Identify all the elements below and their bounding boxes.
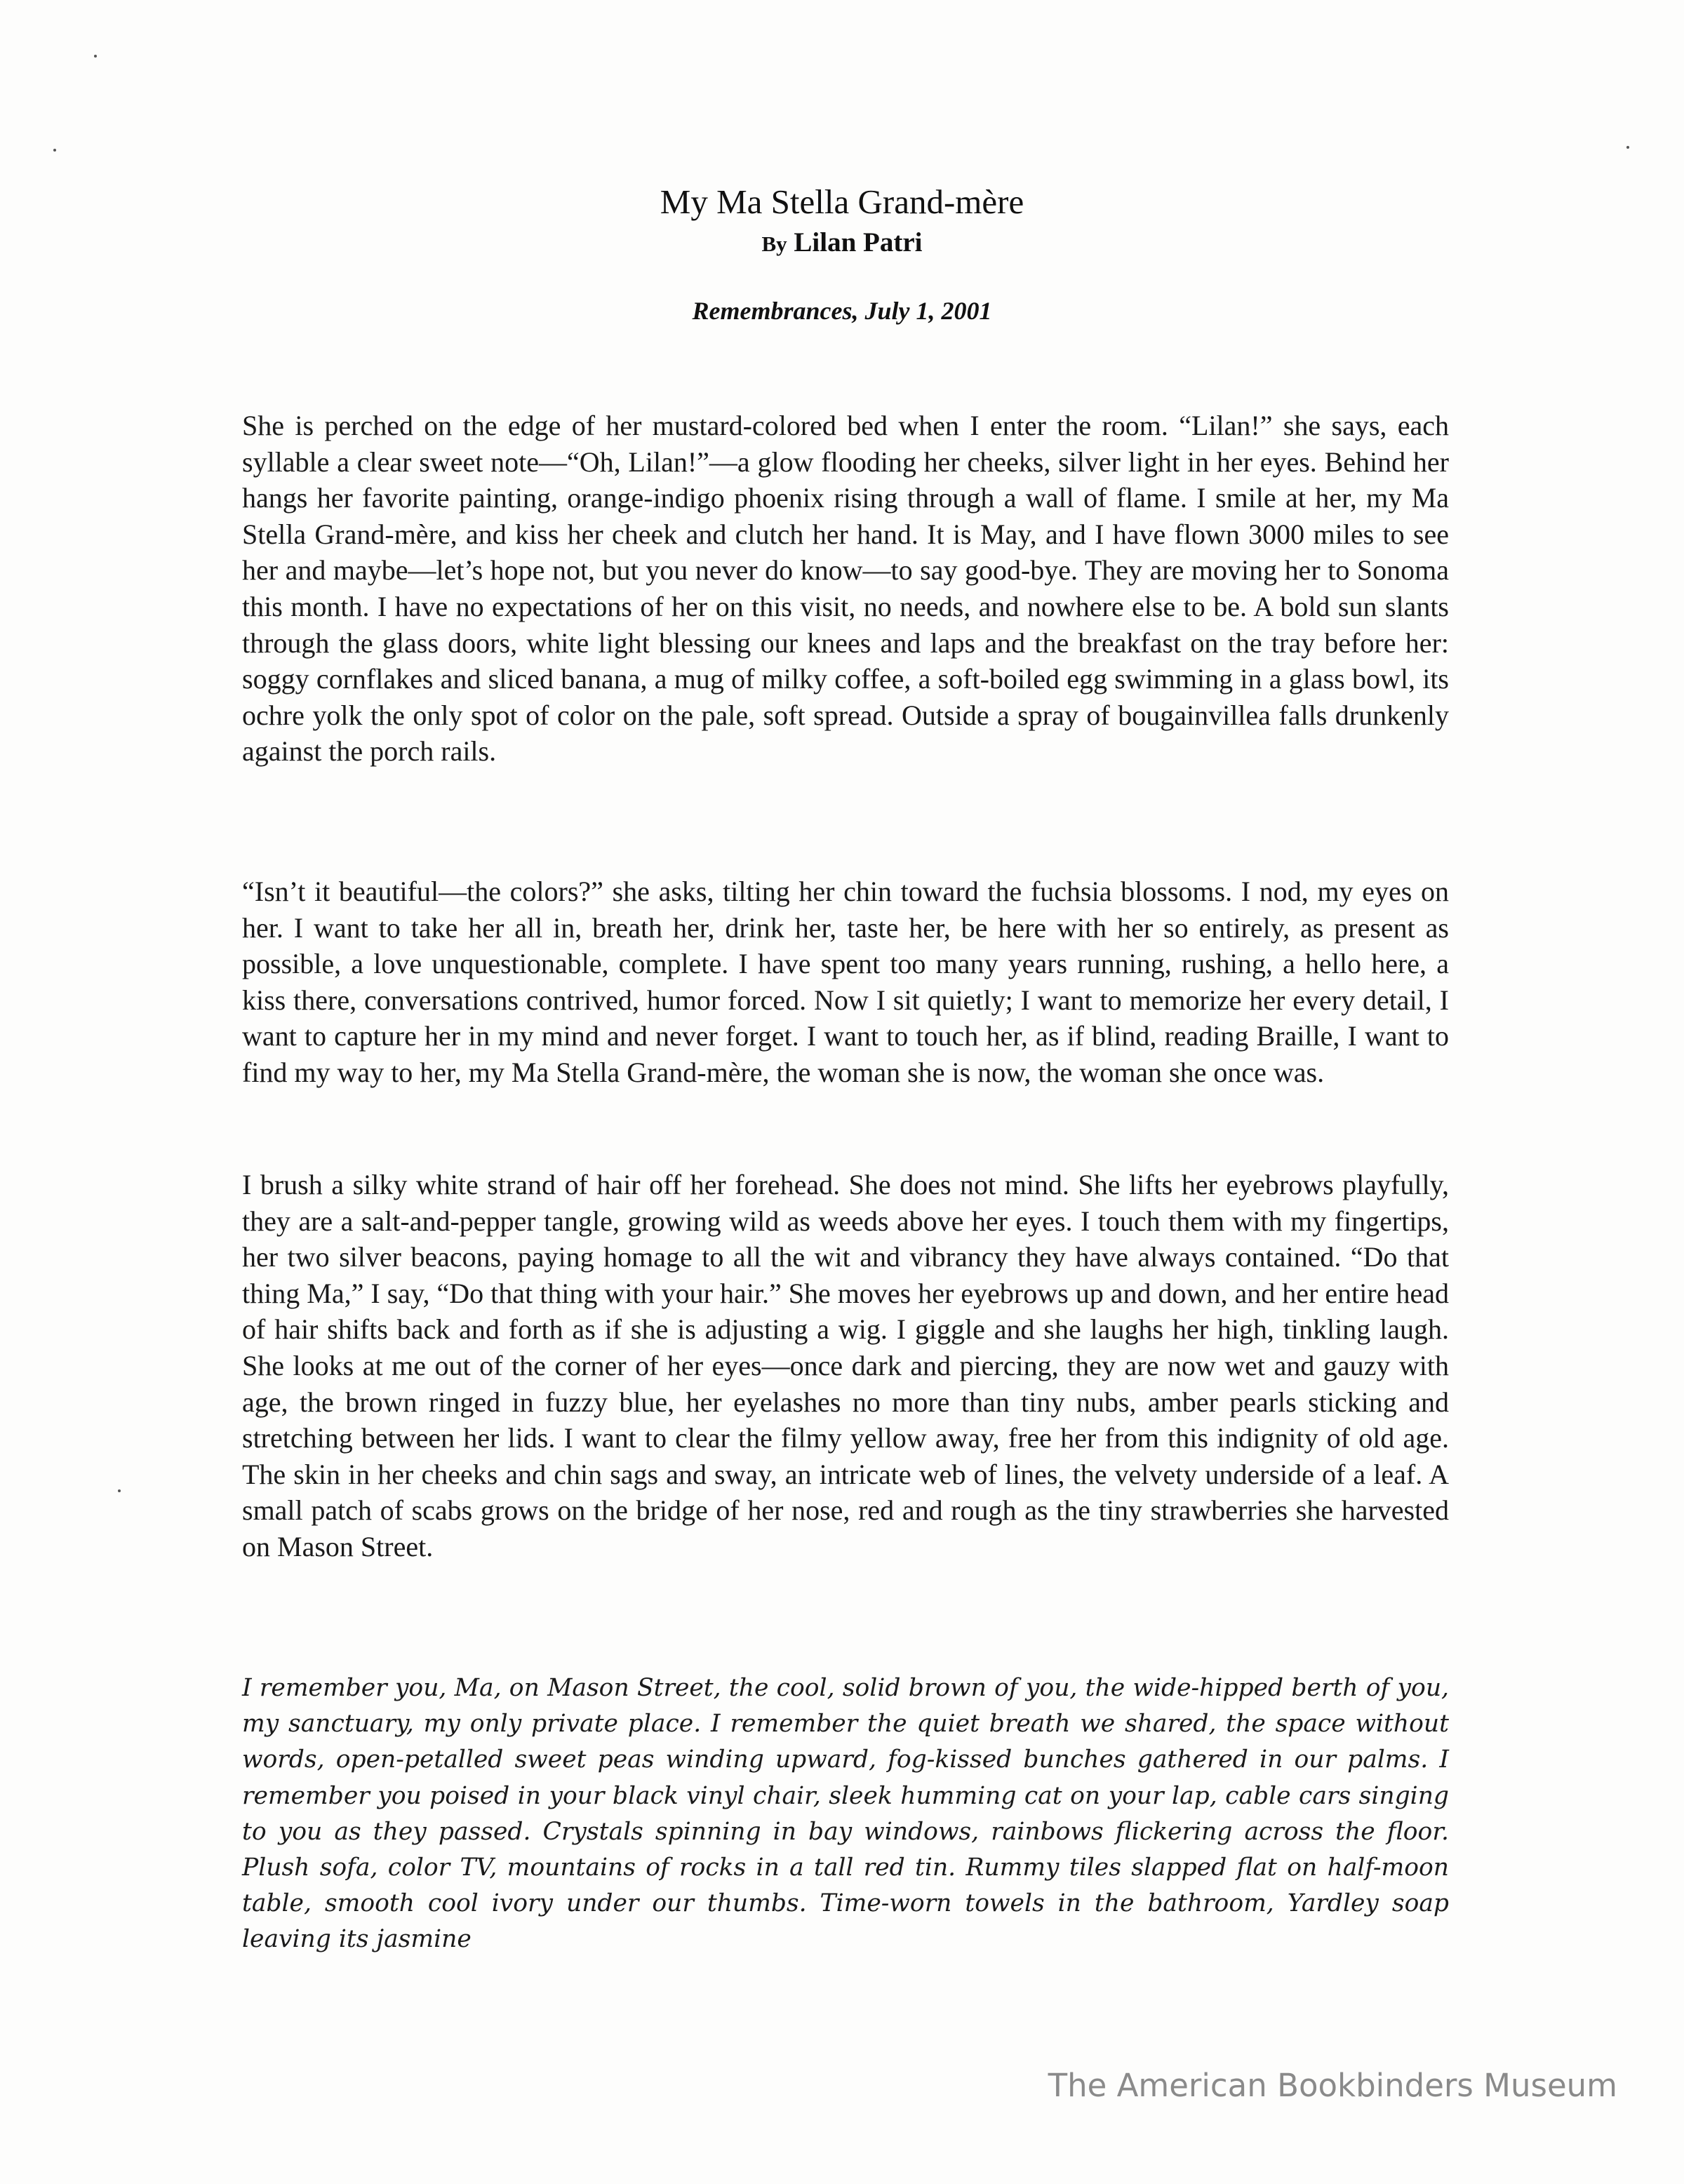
paragraph-1: She is perched on the edge of her mustard-colored bed when I enter the room. “Lilan!” she says, each syllable a clear sweet note—“Oh, Lilan!”—a glow flooding her cheeks, silver light in her eyes. Behind her hangs her favorite painting, orange-indigo phoenix rising through a wall of flame. I smile at her, my Ma Stella Grand-mère, and kiss her cheek and clutch her hand. It is May, and I have flown 3000 miles to see her and maybe—let’s hope not, but you never do know—to say good-bye. They are moving her to Sonoma this month. I have no expectations of her on this visit, no needs, and nowhere else to be. A bold sun slants through the glass doors, white light blessing our knees and laps and the breakfast on the tray before her: soggy cornflakes and sliced banana, a mug of milky coffee, a soft-boiled egg swimming in a glass bowl, its ochre yolk the only spot of color on the pale, soft spread. Outside a spray of bougainvillea falls drunkenly against the porch rails. [242, 410, 1449, 768]
byline [0, 226, 1684, 261]
paragraph-3: I brush a silky white strand of hair off her forehead. She does not mind. She lifts her eyebrows playfully, they are a salt-and-pepper tangle, growing wild as weeds above her eyes. I touch them with my fingertips, her two silver beacons, paying homage to all the wit and vibrancy they have always contained. “Do that thing Ma,” I say, “Do that thing with your hair.” She moves her eyebrows up and down, and her entire head of hair shifts back and forth as if she is adjusting a wig. I giggle and she laughs her high, tinkling laugh. She looks at me out of the corner of her eyes—once dark and piercing, they are now wet and gauzy with age, the brown ringed in fuzzy blue, her eyelashes no more than tiny nubs, amber pearls sticking and stretching between her lids. I want to clear the filmy yellow away, free her from this indignity of old age. The skin in her cheeks and chin sags and sway, an intricate web of lines, the velvety underside of a leaf. A small patch of scabs grows on the bridge of her nose, red and rough as the tiny strawberries she harvested on Mason Street. [242, 1169, 1449, 1562]
author-name: Lilan Patri [794, 227, 923, 257]
paragraph-4-italic: I remember you, Ma, on Mason Street, the cool, solid brown of you, the wide-hipped berth of you, my sanctuary, my only private place. I remember the quiet breath we shared, the space without words, open-petalled sweet peas winding upward, fog-kissed bunches gathered in our palms. I remember you poised in your black vinyl chair, sleek humming cat on your lap, cable cars singing to you as they passed. Crystals spinning in bay windows, rainbows flickering across the floor. Plush sofa, color TV, mountains of rocks in a tall red tin. Rummy tiles slapped flat on half-moon table, smooth cool ivory under our thumbs. Time-worn towels in the bathroom, Yardley soap leaving its jasmine [242, 1674, 1449, 1954]
document-title: My Ma Stella Grand-mère [660, 182, 1024, 221]
scan-speck [118, 1489, 121, 1492]
scan-speck [53, 149, 56, 152]
byline-prefix: By [761, 232, 787, 256]
document-subtitle: Remembrances, July 1, 2001 [692, 297, 992, 325]
paragraph-2: “Isn’t it beautiful—the colors?” she asks, tilting her chin toward the fuchsia blossoms. I nod, my eyes on her. I want to take her all in, breath her, drink her, taste her, be here with her so entirely, as present as possible, a love unquestionable, complete. I have spent too many years running, rushing, a hello here, a kiss there, conversations contrived, humor forced. Now I sit quietly; I want to memorize her every detail, I want to capture her in my mind and never forget. I want to touch her, as if blind, reading Braille, I want to find my way to her, my Ma Stella Grand-mère, the woman she is now, the woman she once was. [242, 876, 1449, 1088]
scan-speck [94, 55, 97, 58]
museum-watermark: The American Bookbinders Museum [1048, 2067, 1617, 2104]
scan-speck [1626, 146, 1629, 149]
